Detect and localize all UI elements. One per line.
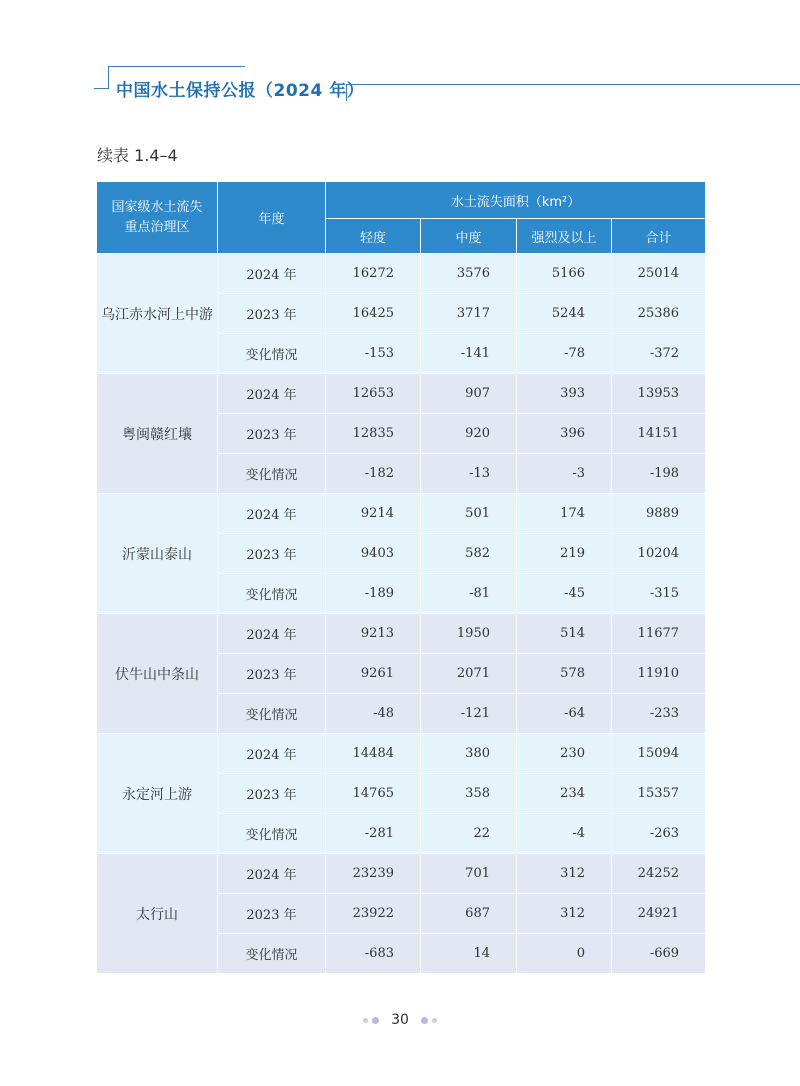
value-cell: 312 [517,854,612,894]
region-cell: 乌江赤水河上中游 [97,254,218,374]
table-row [97,254,706,294]
value-cell: -48 [326,694,421,734]
region-cell: 永定河上游 [97,734,218,854]
value-cell: 578 [517,654,612,694]
value-cell: 380 [421,734,517,774]
value-cell: 174 [517,494,612,534]
page-footer [0,1012,800,1028]
value-cell: 920 [421,414,517,454]
table-caption: 续表 1.4–4 [97,146,178,165]
value-cell: 25014 [612,254,706,294]
value-cell: -3 [517,454,612,494]
value-cell: 23922 [326,894,421,934]
value-cell: -683 [326,934,421,974]
value-cell: 16425 [326,294,421,334]
year-cell: 2024 年 [218,254,326,294]
value-cell: 25386 [612,294,706,334]
table-row [97,614,706,654]
value-cell: 9261 [326,654,421,694]
year-cell: 2023 年 [218,774,326,814]
table-row [97,854,706,894]
year-cell: 变化情况 [218,334,326,374]
header-rule-leftbottom [94,88,109,89]
year-cell: 2023 年 [218,654,326,694]
col-header-severe: 强烈及以上 [517,219,612,254]
value-cell: 11677 [612,614,706,654]
decorative-dot-icon [432,1018,437,1023]
value-cell: 230 [517,734,612,774]
value-cell: -182 [326,454,421,494]
value-cell: 12835 [326,414,421,454]
value-cell: 9214 [326,494,421,534]
value-cell: -121 [421,694,517,734]
year-cell: 2024 年 [218,734,326,774]
value-cell: -233 [612,694,706,734]
header-rule-top [108,66,245,67]
value-cell: -4 [517,814,612,854]
page-header-title: 中国水土保持公报（2024 年） [116,81,365,101]
value-cell: 24252 [612,854,706,894]
value-cell: 23239 [326,854,421,894]
col-header-year: 年度 [218,182,326,254]
value-cell: 219 [517,534,612,574]
year-cell: 2024 年 [218,374,326,414]
year-cell: 变化情况 [218,574,326,614]
value-cell: 9213 [326,614,421,654]
decorative-dot-icon [421,1017,428,1024]
year-cell: 2024 年 [218,614,326,654]
value-cell: -45 [517,574,612,614]
value-cell: -669 [612,934,706,974]
value-cell: -81 [421,574,517,614]
value-cell: 11910 [612,654,706,694]
year-cell: 变化情况 [218,814,326,854]
value-cell: 3717 [421,294,517,334]
value-cell: 16272 [326,254,421,294]
value-cell: -78 [517,334,612,374]
region-cell: 伏牛山中条山 [97,614,218,734]
value-cell: 9889 [612,494,706,534]
value-cell: 14 [421,934,517,974]
value-cell: 22 [421,814,517,854]
region-cell: 沂蒙山泰山 [97,494,218,614]
value-cell: -141 [421,334,517,374]
year-cell: 变化情况 [218,934,326,974]
value-cell: -281 [326,814,421,854]
table-row [97,374,706,414]
region-cell: 太行山 [97,854,218,974]
year-cell: 2023 年 [218,894,326,934]
table-row [97,494,706,534]
year-cell: 变化情况 [218,454,326,494]
value-cell: -372 [612,334,706,374]
col-header-erosion-area: 水土流失面积（km²） [326,182,706,219]
value-cell: 234 [517,774,612,814]
region-cell: 粤闽赣红壤 [97,374,218,494]
value-cell: 312 [517,894,612,934]
value-cell: 14151 [612,414,706,454]
year-cell: 2023 年 [218,294,326,334]
header-rule-left [108,66,109,88]
col-header-region: 国家级水土流失重点治理区 [97,182,218,254]
value-cell: 514 [517,614,612,654]
year-cell: 2024 年 [218,494,326,534]
value-cell: -315 [612,574,706,614]
value-cell: 701 [421,854,517,894]
soil-erosion-table [96,181,706,974]
year-cell: 变化情况 [218,694,326,734]
value-cell: 687 [421,894,517,934]
year-cell: 2024 年 [218,854,326,894]
page-number: 30 [391,1012,409,1028]
value-cell: 15094 [612,734,706,774]
value-cell: -189 [326,574,421,614]
value-cell: 501 [421,494,517,534]
col-header-total: 合计 [612,219,706,254]
value-cell: 14765 [326,774,421,814]
value-cell: 582 [421,534,517,574]
decorative-dot-icon [372,1017,379,1024]
value-cell: 396 [517,414,612,454]
value-cell: 10204 [612,534,706,574]
value-cell: 5244 [517,294,612,334]
header-rule-corner [346,84,800,101]
value-cell: 0 [517,934,612,974]
value-cell: -64 [517,694,612,734]
value-cell: -153 [326,334,421,374]
decorative-dot-icon [363,1018,368,1023]
value-cell: 1950 [421,614,517,654]
col-header-slight: 轻度 [326,219,421,254]
value-cell: -263 [612,814,706,854]
col-header-moderate: 中度 [421,219,517,254]
value-cell: 9403 [326,534,421,574]
value-cell: -13 [421,454,517,494]
value-cell: 24921 [612,894,706,934]
value-cell: 358 [421,774,517,814]
value-cell: 14484 [326,734,421,774]
value-cell: 13953 [612,374,706,414]
value-cell: 5166 [517,254,612,294]
value-cell: 393 [517,374,612,414]
value-cell: 15357 [612,774,706,814]
value-cell: 3576 [421,254,517,294]
value-cell: 2071 [421,654,517,694]
year-cell: 2023 年 [218,414,326,454]
table-row [97,734,706,774]
value-cell: -198 [612,454,706,494]
year-cell: 2023 年 [218,534,326,574]
value-cell: 907 [421,374,517,414]
value-cell: 12653 [326,374,421,414]
